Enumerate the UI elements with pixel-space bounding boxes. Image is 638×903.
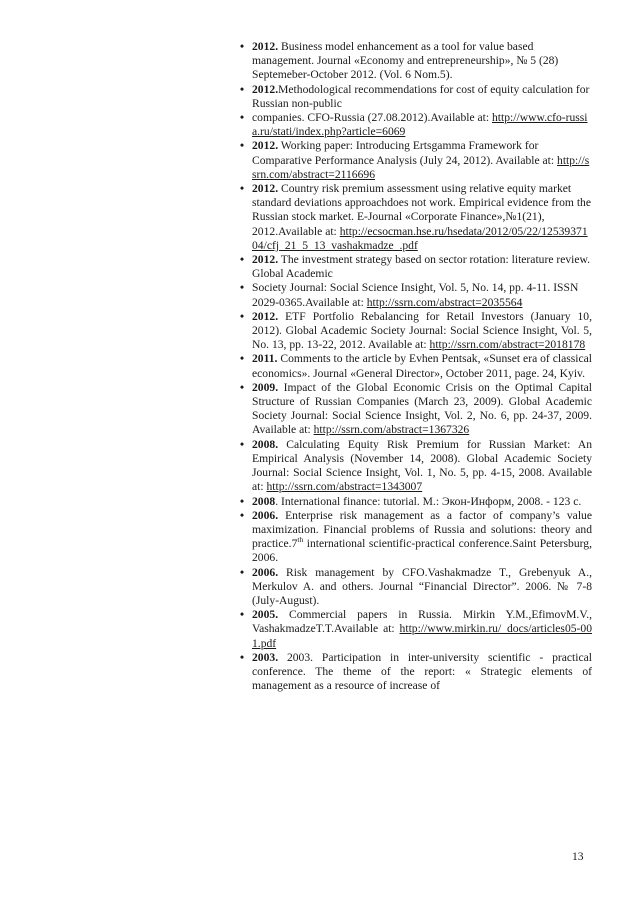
- list-item: [240, 281, 592, 309]
- entry-text: Enterprise risk management as a factor of company’s value maximization. Financial problems of Russia and solutions: theory and practice.7: [252, 508, 592, 551]
- entry-link[interactable]: http://ssrn.com/abstract=2035564: [366, 295, 523, 309]
- list-item: [240, 111, 592, 139]
- list-item: [240, 310, 592, 353]
- list-item: [240, 40, 592, 83]
- entry-link[interactable]: http://ssrn.com/abstract=2018178: [429, 338, 586, 352]
- entry-text: 2003. Participation in inter-university scientific - practical conference. The theme of the report: « Strategic elements of management as a resource of increase of: [252, 650, 592, 693]
- entry-year: 2012.: [252, 40, 279, 53]
- entry-year: 2008.: [252, 437, 279, 451]
- list-item: [240, 566, 592, 609]
- entry-text: Impact of the Global Economic Crisis on the Optimal Capital Structure of Russian Companies (March 23, 2009). Global Academic Society Journal: Social Science Insight, Vol. 2, No. 6, pp. 24-37, 2009. Available at:: [252, 380, 592, 437]
- entry-text-continued: international scientific-practical conference.Saint Petersburg, 2006.: [252, 537, 592, 565]
- entry-year: 2012.: [252, 139, 279, 153]
- entry-link[interactable]: http://ssrn.com/abstract=1343007: [266, 480, 423, 494]
- list-item: [240, 438, 592, 495]
- entry-year: 2003.: [252, 650, 279, 664]
- list-item: [240, 182, 592, 253]
- entry-text: Risk management by CFO.Vashakmadze T., Grebenyuk A., Merkulov A. and others. Journal “Financial Director”. 2006. № 7-8 (July-August).: [252, 565, 592, 607]
- entry-year: 2012.: [252, 253, 279, 267]
- entry-text: Business model enhancement as a tool for value based management. Journal «Economy and entrepreneurship», № 5 (28) Septemeber-October 2012. (Vol. 6 Nom.5).: [252, 40, 559, 82]
- list-item: [240, 83, 592, 111]
- entry-year: 2012.: [252, 182, 279, 196]
- list-item: [240, 495, 592, 509]
- list-item: [240, 509, 592, 566]
- entry-text: companies. CFO-Russia (27.08.2012).Available at:: [252, 111, 492, 125]
- entry-text: Working paper: Introducing Ertsgamma Framework for Comparative Performance Analysis (July 24, 2012). Available at:: [252, 139, 558, 167]
- entry-link[interactable]: http://ssrn.com/abstract=1367326: [313, 423, 470, 437]
- list-item: [240, 352, 592, 380]
- bibliography-list: [240, 40, 592, 693]
- list-item: [240, 651, 592, 694]
- list-item: [240, 608, 592, 651]
- entry-year: 2012.: [252, 82, 279, 96]
- entry-year: 2006.: [252, 508, 279, 522]
- entry-text: The investment strategy based on sector rotation: literature review. Global Academic: [252, 253, 591, 281]
- entry-year: 2012.: [252, 309, 279, 323]
- entry-year: 2011.: [252, 352, 278, 366]
- entry-year: 2005.: [252, 608, 279, 622]
- list-item: [240, 381, 592, 438]
- entry-link[interactable]: http://ecsocman.hse.ru/hsedata/2012/05/22/1253937104/cfj_21_5_13_vashakmadze_.pdf: [252, 224, 588, 252]
- entry-text: Commercial papers in Russia. Mirkin Y.M.,EfimovM.V., VashakmadzeT.T.Available at:: [252, 608, 592, 636]
- entry-year: 2006.: [252, 565, 279, 579]
- superscript: th: [297, 535, 304, 545]
- entry-text: Comments to the article by Evhen Pentsak, «Sunset era of classical economics». Journal «General Director», October 2011, page. 24, Kyiv.: [252, 352, 592, 380]
- entry-link[interactable]: http://www.mirkin.ru/_docs/articles05-001.pdf: [252, 622, 592, 650]
- list-item: [240, 253, 592, 281]
- entry-link[interactable]: http://ssrn.com/abstract=2116696: [252, 153, 590, 181]
- entry-text: Society Journal: Social Science Insight, Vol. 5, No. 14, pp. 4-11. ISSN 2029-0365.Available at:: [252, 281, 579, 309]
- entry-text: . International finance: tutorial. M.: Экон-Информ, 2008. - 123 с.: [275, 494, 582, 508]
- entry-year: 2008: [252, 494, 276, 508]
- entry-link[interactable]: http://www.cfo-russia.ru/stati/index.php?article=6069: [252, 111, 588, 139]
- list-item: [240, 139, 592, 182]
- entry-text: Country risk premium assessment using relative equity market standard deviations approachdoes not work. Empirical evidence from the Russian stock market. E-Journal «Corporate Finance»,№1(21), 2012.Available at:: [252, 182, 592, 238]
- entry-text: Calculating Equity Risk Premium for Russian Market: An Empirical Analysis (November 14, 2008). Global Academic Society Journal: Social Science Insight, Vol. 1, No. 5, pp. 4-15, 2008. Available at:: [252, 437, 592, 494]
- entry-text: Methodological recommendations for cost of equity calculation for Russian non-public: [252, 82, 590, 110]
- entry-text: ETF Portfolio Rebalancing for Retail Investors (January 10, 2012). Global Academic Society Journal: Social Science Insight, Vol. 5, No. 13, pp. 13-22, 2012. Available at:: [252, 309, 592, 352]
- page-number: 13: [572, 850, 584, 863]
- entry-year: 2009.: [252, 380, 279, 394]
